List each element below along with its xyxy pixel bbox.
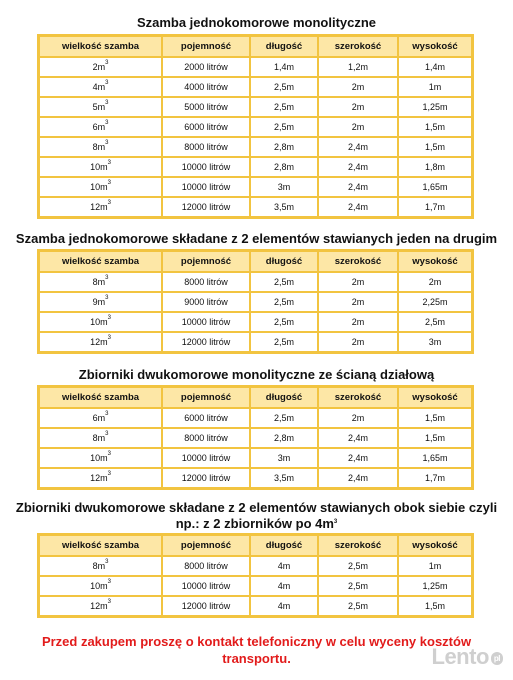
table-cell: 1,65m: [398, 448, 472, 468]
table-cell: 2,5m: [250, 117, 318, 137]
table-cell: $5m^3$: [39, 97, 162, 117]
table-cell: 8000 litrów: [162, 556, 250, 576]
table-cell: 1,5m: [398, 137, 472, 157]
table-cell: 4000 litrów: [162, 77, 250, 97]
table-cell: $6m^3$: [39, 408, 162, 428]
section-title-1: Szamba jednokomorowe monolityczne: [136, 15, 377, 30]
column-header: szerokość: [318, 251, 398, 272]
table-cell: $6m^3$: [39, 117, 162, 137]
table-cell: 1,4m: [398, 57, 472, 77]
table-cell: 1m: [398, 77, 472, 97]
table-cell: $12m^3$: [39, 332, 162, 352]
table-cell: $10m^3$: [39, 312, 162, 332]
column-header: wysokość: [398, 387, 472, 408]
table-cell: 1,25m: [398, 97, 472, 117]
table-cell: 2000 litrów: [162, 57, 250, 77]
table-cell: 2,4m: [318, 468, 398, 488]
table-row: [39, 177, 472, 197]
column-header: długość: [250, 251, 318, 272]
table-cell: 2,4m: [318, 448, 398, 468]
table-cell: 1,5m: [398, 596, 472, 616]
table-cell: 2,5m: [250, 97, 318, 117]
table-cell: $4m^3$: [39, 77, 162, 97]
table-cell: $10m^3$: [39, 177, 162, 197]
column-header: wielkość szamba: [39, 387, 162, 408]
table-cell: 10000 litrów: [162, 312, 250, 332]
column-header: pojemność: [162, 36, 250, 57]
table-cell: 8000 litrów: [162, 428, 250, 448]
table-cell: 8000 litrów: [162, 272, 250, 292]
section-title-4: Zbiorniki dwukomorowe składane z 2 elementów stawianych obok siebie czyli: [15, 500, 498, 515]
table-cell: 2,4m: [318, 197, 398, 217]
table-header-row: [39, 251, 472, 272]
section-title-2: Szamba jednokomorowe składane z 2 elementów stawianych jeden na drugim: [15, 231, 498, 246]
table-dwukomorowe-monolityczne: [37, 385, 474, 490]
column-header: wielkość szamba: [39, 36, 162, 57]
column-header: szerokość: [318, 535, 398, 556]
table-row: [39, 556, 472, 576]
section-title-3: Zbiorniki dwukomorowe monolityczne ze ścianą działową: [78, 367, 435, 382]
table-cell: 3m: [250, 177, 318, 197]
table-cell: 2m: [318, 332, 398, 352]
table-cell: 5000 litrów: [162, 97, 250, 117]
table-cell: 3,5m: [250, 468, 318, 488]
table-cell: 1,5m: [398, 117, 472, 137]
table-cell: 3m: [250, 448, 318, 468]
table-cell: $9m^3$: [39, 292, 162, 312]
table-cell: 4m: [250, 596, 318, 616]
table-cell: $8m^3$: [39, 137, 162, 157]
table-cell: 2m: [318, 272, 398, 292]
table-cell: 2,5m: [318, 576, 398, 596]
table-row: [39, 408, 472, 428]
table-cell: 2m: [318, 312, 398, 332]
table-header-row: [39, 535, 472, 556]
table-cell: 2,5m: [318, 596, 398, 616]
table-cell: 2,8m: [250, 157, 318, 177]
table-jednokomorowe-skladane: [37, 249, 474, 354]
table-cell: 2,5m: [250, 312, 318, 332]
table-cell: 2,5m: [318, 556, 398, 576]
table-cell: 4m: [250, 556, 318, 576]
table-cell: 3,5m: [250, 197, 318, 217]
table-cell: 1,4m: [250, 57, 318, 77]
table-cell: 2m: [318, 117, 398, 137]
column-header: wielkość szamba: [39, 535, 162, 556]
table-cell: $8m^3$: [39, 272, 162, 292]
table-cell: 1,5m: [398, 428, 472, 448]
table-cell: 2,8m: [250, 137, 318, 157]
table-row: [39, 272, 472, 292]
table-row: [39, 197, 472, 217]
column-header: pojemność: [162, 387, 250, 408]
table-cell: $10m^3$: [39, 157, 162, 177]
column-header: pojemność: [162, 535, 250, 556]
table-cell: 2,4m: [318, 428, 398, 448]
table-row: [39, 312, 472, 332]
table-cell: 1,7m: [398, 468, 472, 488]
contact-note-line1: Przed zakupem proszę o kontakt telefoniczny w celu wyceny kosztów: [41, 634, 472, 649]
table-cell: 1m: [398, 556, 472, 576]
table-cell: 8000 litrów: [162, 137, 250, 157]
table-cell: 2,4m: [318, 137, 398, 157]
column-header: długość: [250, 387, 318, 408]
table-cell: 10000 litrów: [162, 576, 250, 596]
table-cell: 2,5m: [250, 292, 318, 312]
table-row: [39, 137, 472, 157]
table-cell: 6000 litrów: [162, 117, 250, 137]
table-row: [39, 576, 472, 596]
table-cell: 2m: [318, 292, 398, 312]
contact-note-line2: transportu.: [222, 651, 291, 666]
table-row: [39, 596, 472, 616]
table-cell: 2,5m: [250, 272, 318, 292]
table-cell: $10m^3$: [39, 448, 162, 468]
table-row: [39, 97, 472, 117]
table-cell: 10000 litrów: [162, 177, 250, 197]
table-row: [39, 332, 472, 352]
table-cell: 1,25m: [398, 576, 472, 596]
table-cell: $2m^3$: [39, 57, 162, 77]
table-cell: $12m^3$: [39, 468, 162, 488]
table-dwukomorowe-skladane: [37, 533, 474, 618]
table-cell: 1,2m: [318, 57, 398, 77]
section-title-4-line2: np.: z 2 zbiorników po $4m^3$: [175, 516, 338, 531]
table-row: [39, 292, 472, 312]
table-cell: 2,4m: [318, 157, 398, 177]
table-cell: 12000 litrów: [162, 468, 250, 488]
table-cell: 3m: [398, 332, 472, 352]
column-header: szerokość: [318, 387, 398, 408]
column-header: wysokość: [398, 251, 472, 272]
table-cell: $10m^3$: [39, 576, 162, 596]
column-header: szerokość: [318, 36, 398, 57]
table-cell: 12000 litrów: [162, 596, 250, 616]
lento-watermark: [432, 644, 504, 670]
table-cell: 12000 litrów: [162, 197, 250, 217]
table-cell: 2,25m: [398, 292, 472, 312]
column-header: wysokość: [398, 36, 472, 57]
table-cell: 10000 litrów: [162, 157, 250, 177]
column-header: długość: [250, 36, 318, 57]
table-cell: 1,5m: [398, 408, 472, 428]
table-cell: 2,5m: [250, 77, 318, 97]
table-cell: 2m: [398, 272, 472, 292]
table-row: [39, 428, 472, 448]
table-cell: 2,5m: [250, 332, 318, 352]
table-cell: 2m: [318, 77, 398, 97]
table-cell: 1,7m: [398, 197, 472, 217]
table-row: [39, 77, 472, 97]
table-cell: $12m^3$: [39, 197, 162, 217]
lento-watermark-text: Lento: [431, 644, 489, 669]
lento-watermark-badge: pl: [491, 652, 503, 665]
table-cell: 1,65m: [398, 177, 472, 197]
table-cell: $8m^3$: [39, 556, 162, 576]
table-row: [39, 117, 472, 137]
table-cell: 9000 litrów: [162, 292, 250, 312]
table-cell: 2,5m: [398, 312, 472, 332]
table-cell: 12000 litrów: [162, 332, 250, 352]
table-cell: 1,8m: [398, 157, 472, 177]
column-header: wielkość szamba: [39, 251, 162, 272]
table-cell: 4m: [250, 576, 318, 596]
table-cell: 6000 litrów: [162, 408, 250, 428]
table-row: [39, 468, 472, 488]
column-header: długość: [250, 535, 318, 556]
column-header: wysokość: [398, 535, 472, 556]
table-jednokomorowe-monolityczne: [37, 34, 474, 219]
table-header-row: [39, 36, 472, 57]
table-cell: 2,4m: [318, 177, 398, 197]
column-header: pojemność: [162, 251, 250, 272]
table-header-row: [39, 387, 472, 408]
table-cell: 2m: [318, 408, 398, 428]
table-cell: 2,5m: [250, 408, 318, 428]
table-cell: 10000 litrów: [162, 448, 250, 468]
table-cell: 2,8m: [250, 428, 318, 448]
table-cell: $12m^3$: [39, 596, 162, 616]
table-cell: 2m: [318, 97, 398, 117]
table-row: [39, 57, 472, 77]
table-row: [39, 157, 472, 177]
table-row: [39, 448, 472, 468]
table-cell: $8m^3$: [39, 428, 162, 448]
